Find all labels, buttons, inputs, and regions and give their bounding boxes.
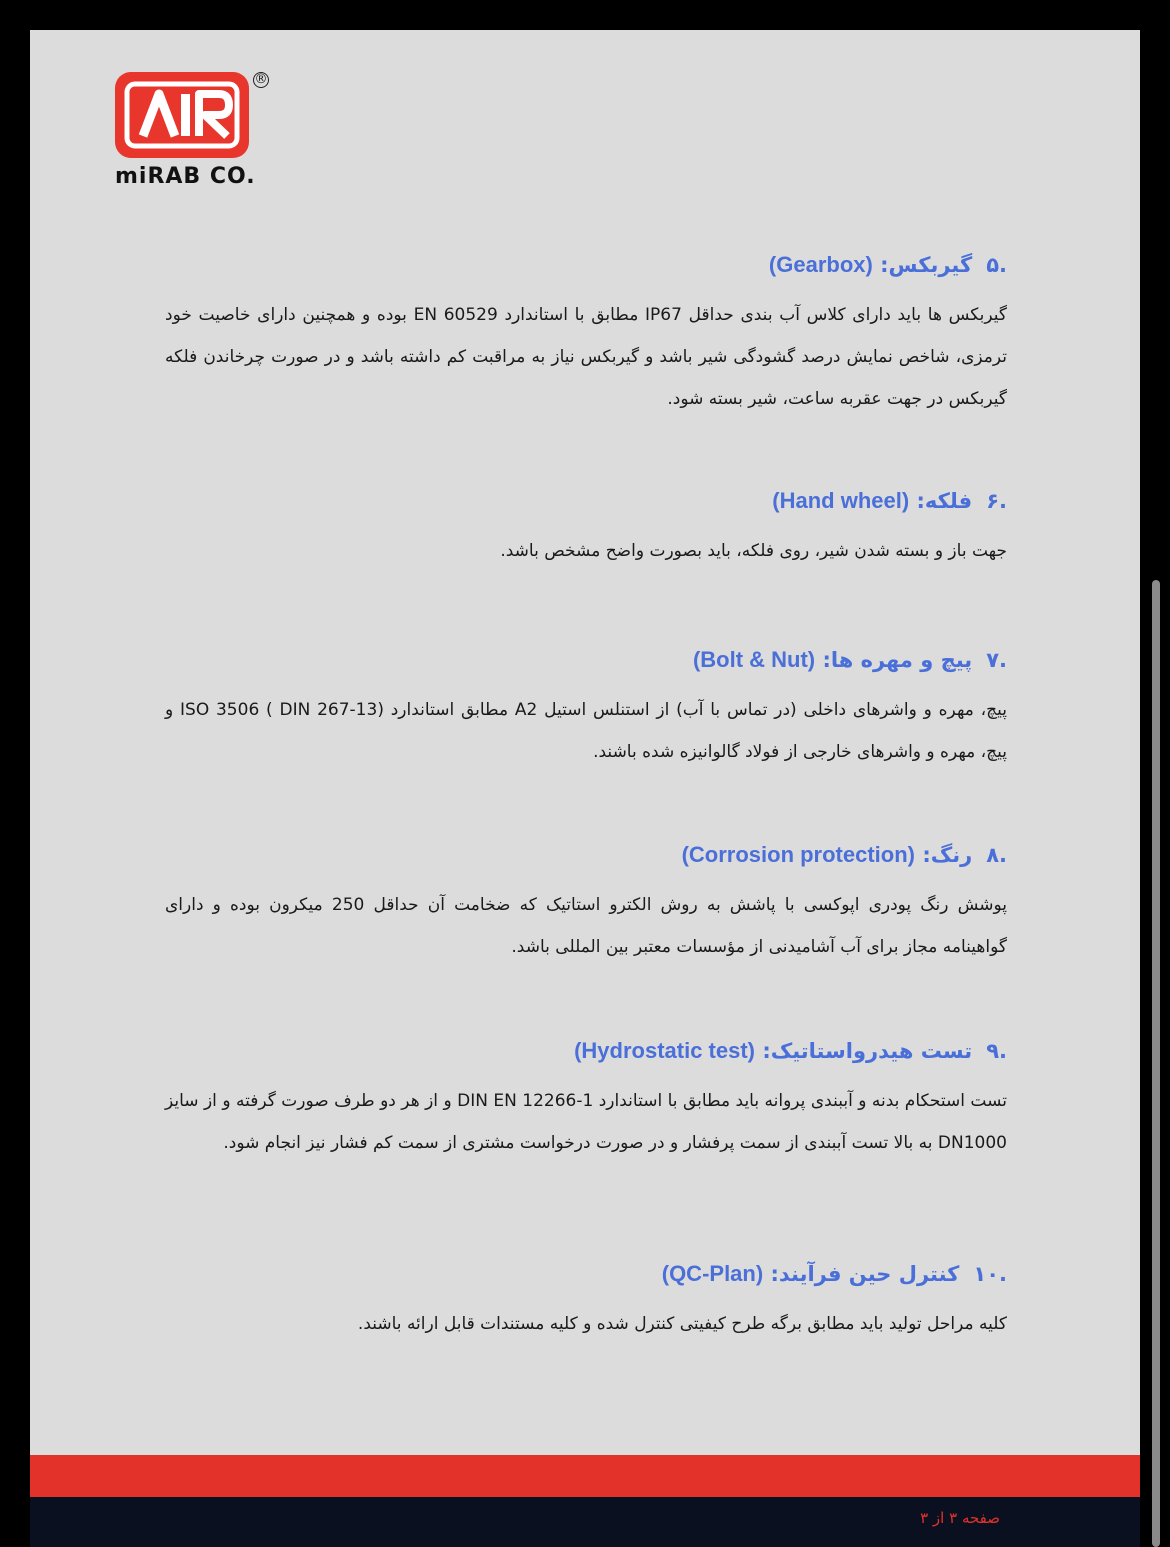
- section-hydrostatic-test: [165, 1038, 1007, 1164]
- section-number: .۹: [986, 1039, 1007, 1063]
- logo-wordmark: miRAB CO.: [115, 164, 256, 189]
- section-title-en: (Hydrostatic test): [574, 1038, 755, 1063]
- page-number: صفحه ۳ از ۳: [920, 1509, 1000, 1527]
- section-bolt-nut: [165, 647, 1007, 773]
- section-qc-plan: [165, 1261, 1007, 1345]
- section-hand-wheel: [165, 488, 1007, 572]
- footer-bar: [30, 1497, 1140, 1547]
- logo-mark: [115, 72, 249, 158]
- logo-glyph-icon: [115, 72, 249, 158]
- section-title-en: (Hand wheel): [772, 488, 910, 513]
- section-number: .۷: [986, 648, 1007, 672]
- section-number: .۸: [986, 843, 1007, 867]
- section-title-fa: فلکه:: [916, 489, 973, 513]
- section-heading: [165, 647, 1007, 673]
- section-title-fa: رنگ:: [922, 843, 973, 867]
- section-text: گیربکس ها باید دارای کلاس آب بندی حداقل IP67 مطابق با استاندارد EN 60529 بوده و همچنین دارای خاصیت خود ترمزی، شاخص نمایش درصد گشودگی شیر باشد و گیربکس نیاز به مراقبت کم داشته باشد و در صورت چرخاندن فلکه گیربکس در جهت عقربه ساعت، شیر بسته شود.: [165, 305, 1007, 409]
- section-corrosion-protection: [165, 842, 1007, 968]
- company-logo: [115, 72, 275, 192]
- section-title-en: (Bolt & Nut): [692, 647, 816, 672]
- section-heading: [165, 842, 1007, 868]
- section-heading: [165, 488, 1007, 514]
- section-heading: [165, 1261, 1007, 1287]
- section-number: .۶: [986, 489, 1007, 513]
- section-gearbox: [165, 252, 1007, 420]
- scrollbar[interactable]: [1152, 580, 1160, 1547]
- section-title-fa: کنترل حین فرآیند:: [770, 1262, 960, 1286]
- registered-mark: ®: [254, 72, 268, 87]
- section-title-en: (Gearbox): [768, 252, 873, 277]
- document-page: [30, 30, 1140, 1455]
- section-title-fa: تست هیدرواستاتیک:: [762, 1039, 973, 1063]
- section-heading: [165, 1038, 1007, 1064]
- section-title-fa: گیربکس:: [880, 253, 973, 277]
- section-text: پوشش رنگ پودری اپوکسی با پاشش به روش الکترو استاتیک که ضخامت آن حداقل 250 میکرون بوده و دارای گواهینامه مجاز برای آب آشامیدنی از مؤسسات معتبر بین المللی باشد.: [165, 895, 1007, 957]
- section-title-en: (Corrosion protection): [681, 842, 915, 867]
- section-number: .۱۰: [973, 1262, 1007, 1286]
- section-number: .۵: [986, 253, 1007, 277]
- section-text: تست استحکام بدنه و آببندی پروانه باید مطابق با استاندارد DIN EN 12266-1 و از هر دو طرف صورت گرفته و از سایز DN1000 به بالا تست آببندی از سمت پرفشار و در صورت درخواست مشتری از سمت کم فشار نیز انجام شود.: [165, 1091, 1007, 1153]
- section-title-en: (QC-Plan): [661, 1261, 764, 1286]
- section-text: کلیه مراحل تولید باید مطابق برگه طرح کیفیتی کنترل شده و کلیه مستندات قابل ارائه باشند.: [357, 1314, 1007, 1334]
- section-heading: [165, 252, 1007, 278]
- section-text: پیچ، مهره و واشرهای داخلی (در تماس با آب) از استنلس استیل A2 مطابق استاندارد (ISO 3506 ( DIN 267-13 و پیچ، مهره و واشرهای خارجی از فولاد گالوانیزه شده باشند.: [165, 700, 1007, 762]
- section-text: جهت باز و بسته شدن شیر، روی فلکه، باید بصورت واضح مشخص باشد.: [500, 541, 1007, 561]
- section-title-fa: پیچ و مهره ها:: [822, 648, 973, 672]
- footer-red-bar: [30, 1455, 1140, 1497]
